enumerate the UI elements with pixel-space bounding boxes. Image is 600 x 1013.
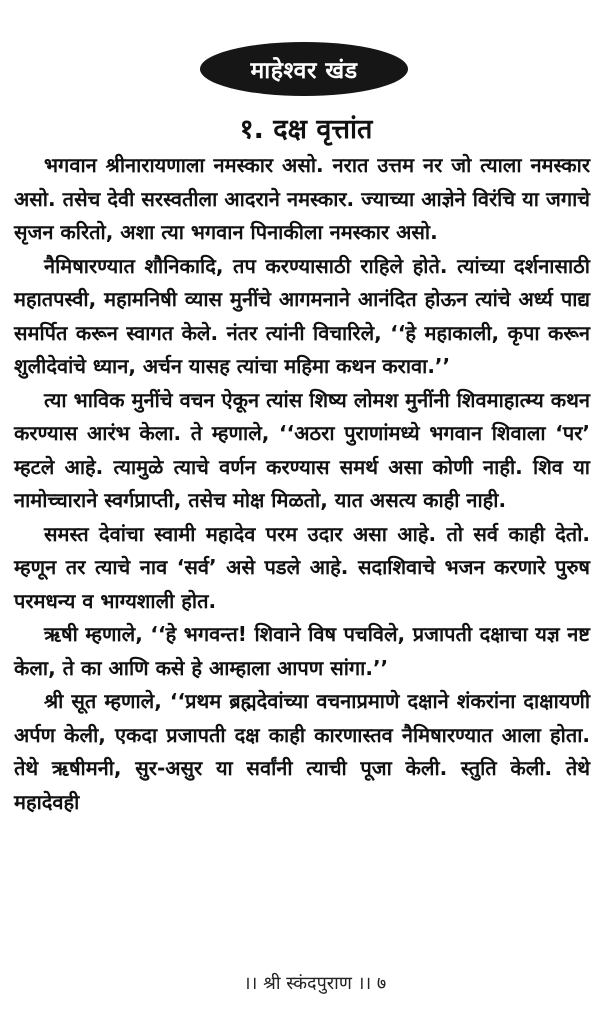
page-footer: ।। श्री स्कंदपुराण ।। ७ <box>243 973 387 994</box>
body-text <box>14 149 590 819</box>
paragraph: समस्त देवांचा स्वामी महादेव परम उदार असा आहे. तो सर्व काही देतो. म्हणून तर त्याचे नाव ‘सर्व’ असे पडले आहे. सदाशिवाचे भजन करणारे पुरुष परमधन्य व भाग्यशाली होत. <box>14 521 590 613</box>
paragraph: नैमिषारण्यात शौनिकादि, तप करण्यासाठी राहिले होते. त्यांच्या दर्शनासाठी महातपस्वी, महामनिषी व्यास मुनींचे आगमनाने आनंदित होऊन त्यांचे अर्ध्य पाद्य समर्पित करून स्वागत केले. नंतर त्यांनी विचारिले, ‘‘हे महाकाली, कृपा करून शुलीदेवांचे ध्यान, अर्चन यासह त्यांचा महिमा कथन करावा.’’ <box>14 253 590 378</box>
paragraph: भगवान श्रीनारायणाला नमस्कार असो. नरात उत्तम नर जो त्याला नमस्कार असो. तसेच देवी सरस्वतीला आदराने नमस्कार. ज्याच्या आज्ञेने विरंचि या जगाचे सृजन करितो, अशा त्या भगवान पिनाकीला नमस्कार असो. <box>14 153 590 244</box>
paragraph: ऋषी म्हणाले, ‘‘हे भगवन्त! शिवाने विष पचविले, प्रजापती दक्षाचा यज्ञ नष्ट केला, ते का आणि कसे हे आम्हाला आपण सांगा.’’ <box>14 622 590 680</box>
section-title-badge <box>200 42 408 96</box>
paragraph: श्री सूत म्हणाले, ‘‘प्रथम ब्रह्मदेवांच्या वचनाप्रमाणे दक्षाने शंकरांना दाक्षायणी अर्पण केली, एकदा प्रजापती दक्ष काही कारणास्तव नैमिषारण्यात आला होता. तेथे ऋषीमनी, सुर-असुर या सर्वांनी त्याची पूजा केली. स्तुति केली. तेथे महादेवही <box>14 689 590 814</box>
section-title: माहेश्वर खंड <box>250 58 358 84</box>
paragraph: त्या भाविक मुनींचे वचन ऐकून त्यांस शिष्य लोमश मुनींनी शिवमाहात्म्य कथन करण्यास आरंभ केला. ते म्हणाले, ‘‘अठरा पुराणांमध्ये भगवान शिवाला ‘पर’ म्हटले आहे. त्यामुळे त्याचे वर्णन करण्यास समर्थ असा कोणी नाही. शिव या नामोच्चाराने स्वर्गप्राप्ती, तसेच मोक्ष मिळतो, यात असत्य काही नाही. <box>14 387 590 512</box>
chapter-title: १. दक्ष वृत्तांत <box>239 114 373 145</box>
